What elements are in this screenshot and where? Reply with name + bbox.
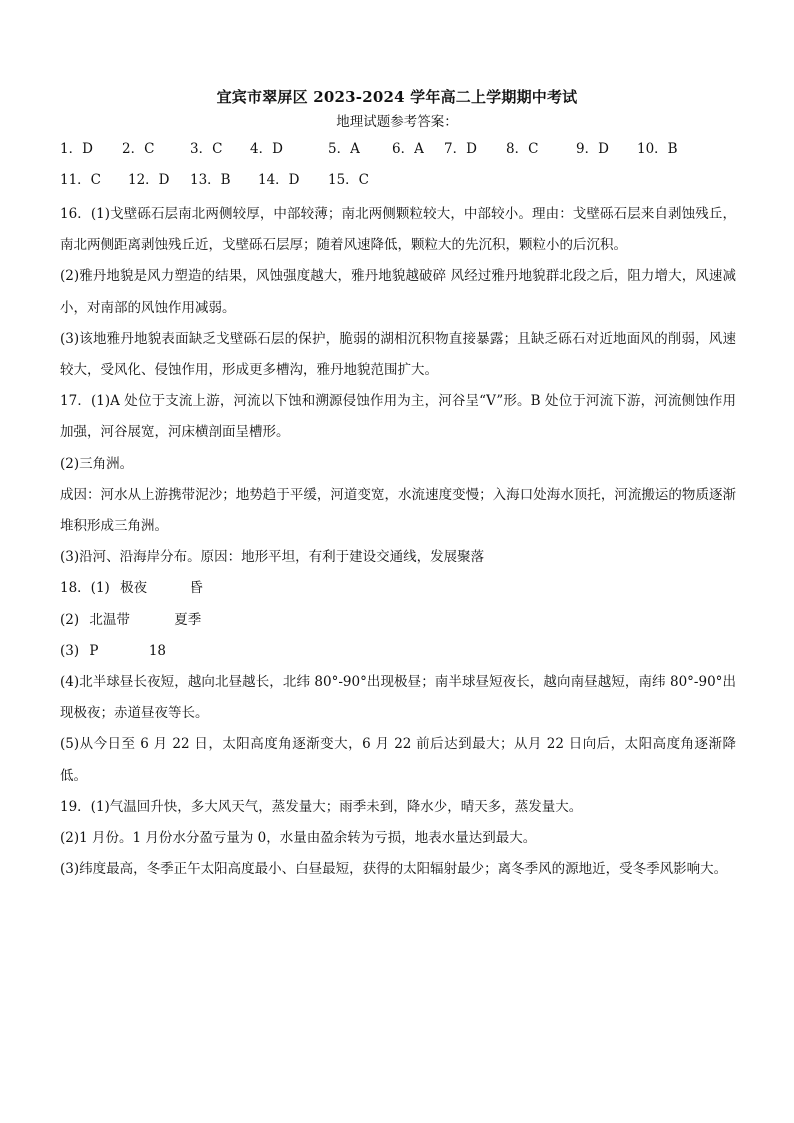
answer-key-subtitle: 地理试题参考答案： — [336, 114, 458, 130]
q18-part-3-answer-b: 18 — [148, 642, 166, 659]
mc-answer: 13．B — [190, 172, 231, 188]
mc-answer: 6．A — [392, 141, 424, 157]
q16-answer-part-1: 16．(1)戈壁砾石层南北两侧较厚，中部较薄；南北两侧颗粒较大，中部较小。理由：戈壁砾石层来自剥蚀残丘，南北两侧距离剥蚀残丘近，戈壁砾石层厚；随着风速降低，颗粒大的先沉积，颗粒小的后沉积。 — [60, 206, 736, 254]
q17-answer-part-4: (3)沿河、沿海岸分布。原因：地形平坦，有利于建设交通线，发展聚落 — [60, 549, 485, 566]
q18-part-2-answer-b: 夏季 — [174, 611, 202, 628]
q18-part-1-label: 18．(1) — [60, 580, 110, 597]
q18-part-3-label: (3) — [60, 642, 80, 659]
q18-answer-part-5: (5)从今日至 6 月 22 日，太阳高度角逐渐变大，6 月 22 前后达到最大；从月 22 日向后，太阳高度角逐渐降低。 — [60, 736, 736, 784]
q17-answer-part-1: 17．(1)A 处位于支流上游，河流以下蚀和溯源侵蚀作用为主，河谷呈“V”形。B 处位于河流下游，河流侧蚀作用加强，河谷展宽，河床横剖面呈槽形。 — [60, 393, 736, 441]
q16-answer-part-2: (2)雅丹地貌是风力塑造的结果，风蚀强度越大，雅丹地貌越破碎 风经过雅丹地貌群北段之后，阻力增大，风速减小，对南部的风蚀作用减弱。 — [60, 268, 736, 316]
answer-content — [60, 199, 736, 885]
mc-answer: 12．D — [128, 172, 170, 188]
mc-answer: 3．C — [190, 141, 223, 157]
q18-answer-part-2 — [60, 605, 736, 636]
q18-answer-part-1 — [60, 573, 736, 604]
q19-answer-part-2: (2)1 月份。1 月份水分盈亏量为 0，水量由盈余转为亏损，地表水量达到最大。 — [60, 830, 537, 847]
mc-answer: 4．D — [250, 141, 283, 157]
mc-answer: 1．D — [60, 141, 93, 157]
q18-answer-part-3 — [60, 636, 736, 667]
q19-answer-part-1: 19．(1)气温回升快，多大风天气，蒸发量大；雨季未到，降水少，晴天多，蒸发量大。 — [60, 798, 583, 815]
mc-answer: 5．A — [328, 141, 360, 157]
mc-answer: 9．D — [576, 141, 609, 157]
q18-part-3-answer-a: P — [89, 642, 99, 659]
q19-answer-part-3: (3)纬度最高，冬季正午太阳高度最小、白昼最短，获得的太阳辐射最少；离冬季风的源地近，受冬季风影响大。 — [60, 861, 728, 878]
mc-answer: 2．C — [122, 141, 155, 157]
q18-part-1-answer-a: 极夜 — [120, 580, 148, 597]
q18-part-2-label: (2) — [60, 611, 80, 628]
q17-answer-part-2: (2)三角洲。 — [60, 455, 134, 472]
q18-part-1-answer-b: 昏 — [189, 580, 203, 597]
mc-answer: 10．B — [637, 141, 678, 157]
mc-answer: 11．C — [60, 172, 102, 188]
q16-answer-part-3: (3)该地雅丹地貌表面缺乏戈壁砾石层的保护，脆弱的湖相沉积物直接暴露；且缺乏砾石对近地面风的削弱，风速较大，受风化、侵蚀作用，形成更多槽沟，雅丹地貌范围扩大。 — [60, 330, 736, 379]
q17-answer-part-3: 成因：河水从上游携带泥沙；地势趋于平缓，河道变宽，水流速度变慢；入海口处海水顶托，河流搬运的物质逐渐堆积形成三角洲。 — [60, 486, 736, 535]
q18-answer-part-4: (4)北半球昼长夜短，越向北昼越长，北纬 80°-90°出现极昼；南半球昼短夜长，越向南昼越短，南纬 80°-90°出现极夜；赤道昼夜等长。 — [60, 674, 736, 722]
mc-answer: 8．C — [506, 141, 539, 157]
mc-answer: 7．D — [444, 141, 477, 157]
mc-answer: 15．C — [328, 172, 370, 188]
mc-answer: 14．D — [258, 172, 300, 188]
exam-title: 宜宾市翠屏区 2023-2024 学年高二上学期期中考试 — [216, 88, 578, 106]
q18-part-2-answer-a: 北温带 — [89, 611, 130, 628]
